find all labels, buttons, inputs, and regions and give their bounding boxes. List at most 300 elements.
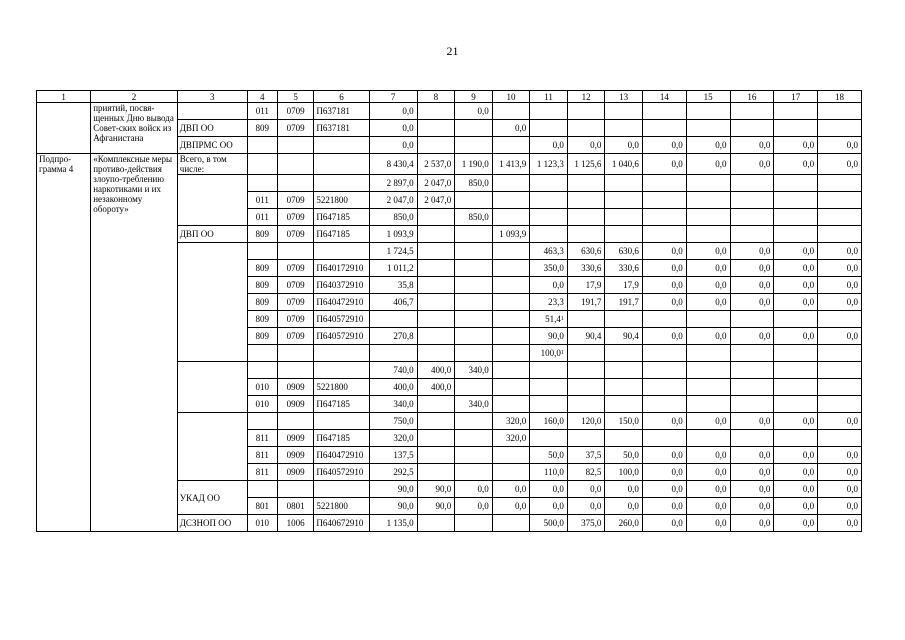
- cell-value: 320,0: [506, 433, 527, 443]
- amount-cell: [567, 396, 605, 413]
- amount-cell: [369, 209, 417, 226]
- amount-cell: [369, 515, 417, 532]
- cell-value: 137,5: [393, 450, 414, 460]
- amount-cell: [530, 175, 568, 192]
- amount-cell: [774, 209, 818, 226]
- amount-cell: [642, 481, 686, 498]
- amount-cell: [818, 120, 862, 137]
- cell-value: 90,0: [397, 501, 414, 511]
- cell-value: 150,0: [618, 416, 639, 426]
- amount-cell: [730, 120, 774, 137]
- amount-cell: [686, 328, 730, 345]
- amount-cell: [417, 345, 455, 362]
- amount-cell: [686, 447, 730, 464]
- amount-cell: [818, 328, 862, 345]
- amount-cell: [530, 294, 568, 311]
- amount-cell: [530, 362, 568, 379]
- cell-value: 0,0: [802, 331, 815, 341]
- cell-value: 0,0: [759, 416, 771, 426]
- cell-value: 0,0: [477, 501, 489, 511]
- amount-cell: [369, 175, 417, 192]
- executor-cell: ДВПРМС ОО: [177, 137, 247, 154]
- amount-cell: [774, 103, 818, 120]
- amount-cell: [730, 243, 774, 260]
- amount-cell: [417, 515, 455, 532]
- amount-cell: [417, 243, 455, 260]
- amount-cell: [605, 137, 643, 154]
- amount-cell: [417, 447, 455, 464]
- cell-value: П647185: [316, 433, 350, 443]
- section-code: [277, 120, 314, 137]
- amount-cell: [686, 345, 730, 362]
- cell-value: 0909: [286, 399, 305, 409]
- amount-cell: [642, 430, 686, 447]
- amount-cell: [492, 311, 530, 328]
- cell-value: 809: [255, 229, 270, 239]
- cell-value: 0,0: [802, 297, 815, 307]
- cell-value: 0,0: [759, 450, 771, 460]
- amount-cell: [567, 175, 605, 192]
- cell-value: 750,0: [393, 416, 414, 426]
- cell-value: 809: [255, 280, 270, 290]
- cell-value: 0,0: [715, 450, 727, 460]
- executor-cell: ДВП ОО: [177, 120, 247, 137]
- cell-value: 0,0: [402, 106, 414, 116]
- cell-value: 0,0: [802, 159, 815, 169]
- section-code: [277, 311, 314, 328]
- cell-value: 406,7: [393, 297, 414, 307]
- cell-value: 0,0: [846, 467, 858, 477]
- amount-cell: [642, 379, 686, 396]
- amount-cell: [642, 226, 686, 243]
- target-article-code: [314, 209, 369, 226]
- amount-cell: [774, 498, 818, 515]
- ministry-code: [247, 209, 277, 226]
- cell-value: 400,0: [430, 382, 452, 392]
- amount-cell: [818, 192, 862, 209]
- amount-cell: [530, 192, 568, 209]
- amount-cell: [455, 226, 493, 243]
- amount-cell: [774, 328, 818, 345]
- cell-value: 0,0: [846, 280, 858, 290]
- column-number: 17: [774, 91, 818, 103]
- cell-value: 811: [255, 450, 269, 460]
- cell-value: 1006: [286, 518, 305, 528]
- cell-value: 463,3: [543, 246, 564, 256]
- cell-value: 500,0: [543, 518, 564, 528]
- amount-cell: [492, 515, 530, 532]
- column-number: 14: [642, 91, 686, 103]
- amount-cell: [530, 345, 568, 362]
- amount-cell: [605, 103, 643, 120]
- amount-cell: [730, 362, 774, 379]
- cell-value: 0,0: [846, 297, 858, 307]
- amount-cell: [369, 260, 417, 277]
- cell-value: 1 093,9: [386, 229, 414, 239]
- amount-cell: [605, 243, 643, 260]
- amount-cell: [730, 277, 774, 294]
- amount-cell: [605, 175, 643, 192]
- amount-cell: [605, 311, 643, 328]
- cell-value: 630,6: [581, 246, 602, 256]
- column-number: 12: [567, 91, 605, 103]
- amount-cell: [642, 362, 686, 379]
- amount-cell: [642, 515, 686, 532]
- amount-cell: [818, 294, 862, 311]
- target-article-code: [314, 362, 369, 379]
- cell-value: 0909: [286, 433, 305, 443]
- ministry-code: [247, 447, 277, 464]
- amount-cell: [567, 464, 605, 481]
- amount-cell: [417, 311, 455, 328]
- amount-cell: [492, 243, 530, 260]
- amount-cell: [567, 362, 605, 379]
- cell-value: 0,0: [846, 159, 858, 169]
- cell-value: 0,0: [715, 416, 727, 426]
- target-article-code: [314, 277, 369, 294]
- amount-cell: [605, 379, 643, 396]
- cell-value: 0,0: [715, 297, 727, 307]
- amount-cell: [818, 154, 862, 175]
- amount-cell: [567, 192, 605, 209]
- ministry-code: [247, 154, 277, 175]
- amount-cell: [686, 413, 730, 430]
- cell-value: 0,0: [846, 331, 858, 341]
- executor-cell: [177, 362, 247, 413]
- amount-cell: [417, 362, 455, 379]
- cell-value: 0,0: [515, 123, 527, 133]
- cell-value: 1 093,9: [499, 229, 527, 239]
- column-number: 10: [492, 91, 530, 103]
- amount-cell: [730, 345, 774, 362]
- amount-cell: [730, 103, 774, 120]
- amount-cell: [369, 154, 417, 175]
- amount-cell: [818, 515, 862, 532]
- cell-value: 160,0: [543, 416, 564, 426]
- amount-cell: [605, 515, 643, 532]
- cell-value: 0,0: [759, 331, 771, 341]
- amount-cell: [605, 328, 643, 345]
- amount-cell: [605, 481, 643, 498]
- target-article-code: [314, 379, 369, 396]
- cell-value: 23,3: [548, 297, 564, 307]
- amount-cell: [530, 413, 568, 430]
- amount-cell: [567, 137, 605, 154]
- cell-value: 35,8: [397, 280, 414, 290]
- amount-cell: [818, 226, 862, 243]
- cell-value: 191,7: [618, 297, 639, 307]
- section-code: [277, 226, 314, 243]
- amount-cell: [492, 277, 530, 294]
- cell-value: 809: [255, 314, 270, 324]
- executor-cell: [177, 103, 247, 120]
- prev-section-col1: [37, 103, 91, 154]
- amount-cell: [642, 120, 686, 137]
- amount-cell: [455, 154, 493, 175]
- cell-value: 50,0: [548, 450, 564, 460]
- section-code: [277, 137, 314, 154]
- amount-cell: [492, 328, 530, 345]
- amount-cell: [774, 362, 818, 379]
- amount-cell: [642, 175, 686, 192]
- ministry-code: [247, 175, 277, 192]
- amount-cell: [417, 379, 455, 396]
- amount-cell: [642, 328, 686, 345]
- cell-value: 0,0: [552, 484, 564, 494]
- amount-cell: [369, 137, 417, 154]
- amount-cell: [686, 379, 730, 396]
- cell-value: 0801: [286, 501, 305, 511]
- subprogram-label: Подпро-грамма 4: [37, 154, 91, 532]
- cell-value: 5221800: [316, 382, 348, 392]
- target-article-code: [314, 515, 369, 532]
- amount-cell: [369, 345, 417, 362]
- footnote-marker: 1: [560, 316, 564, 322]
- target-article-code: [314, 243, 369, 260]
- amount-cell: [455, 464, 493, 481]
- amount-cell: [686, 481, 730, 498]
- cell-value: 0,0: [671, 280, 683, 290]
- ministry-code: [247, 294, 277, 311]
- ministry-code: [247, 328, 277, 345]
- cell-value: 1 724,5: [386, 246, 414, 256]
- amount-cell: [730, 396, 774, 413]
- section-code: [277, 481, 314, 498]
- amount-cell: [818, 362, 862, 379]
- amount-cell: [686, 192, 730, 209]
- column-number: 6: [314, 91, 369, 103]
- amount-cell: [492, 260, 530, 277]
- cell-value: 0,0: [759, 297, 771, 307]
- amount-cell: [567, 226, 605, 243]
- cell-value: 90,0: [435, 484, 452, 494]
- amount-cell: [567, 243, 605, 260]
- cell-value: 0,0: [802, 416, 815, 426]
- amount-cell: [492, 294, 530, 311]
- target-article-code: [314, 464, 369, 481]
- column-number: 7: [369, 91, 417, 103]
- amount-cell: [530, 515, 568, 532]
- amount-cell: [605, 277, 643, 294]
- amount-cell: [417, 498, 455, 515]
- amount-cell: [369, 413, 417, 430]
- amount-cell: [417, 430, 455, 447]
- amount-cell: [730, 447, 774, 464]
- amount-cell: [642, 294, 686, 311]
- cell-value: 0709: [286, 263, 305, 273]
- cell-value: 011: [255, 195, 269, 205]
- amount-cell: [492, 192, 530, 209]
- budget-table: [36, 90, 862, 532]
- cell-value: 2 047,0: [424, 178, 452, 188]
- cell-value: 0,0: [802, 484, 815, 494]
- amount-cell: [567, 413, 605, 430]
- amount-cell: [774, 430, 818, 447]
- cell-value: 0709: [286, 314, 305, 324]
- cell-value: 0709: [286, 229, 305, 239]
- cell-value: 0,0: [515, 484, 527, 494]
- cell-value: 1 413,9: [499, 159, 527, 169]
- cell-value: 0709: [286, 297, 305, 307]
- cell-value: П637181: [316, 123, 350, 133]
- cell-value: 90,4: [623, 331, 639, 341]
- amount-cell: [605, 498, 643, 515]
- amount-cell: [818, 175, 862, 192]
- cell-value: 17,9: [623, 280, 639, 290]
- cell-value: 2 897,0: [386, 178, 414, 188]
- amount-cell: [492, 209, 530, 226]
- amount-cell: [455, 175, 493, 192]
- cell-value: 0,0: [802, 263, 815, 273]
- amount-cell: [455, 430, 493, 447]
- cell-value: 270,8: [393, 331, 414, 341]
- amount-cell: [455, 192, 493, 209]
- amount-cell: [567, 345, 605, 362]
- amount-cell: [369, 120, 417, 137]
- cell-value: 010: [255, 518, 270, 528]
- amount-cell: [492, 396, 530, 413]
- amount-cell: [642, 260, 686, 277]
- amount-cell: [642, 447, 686, 464]
- cell-value: 0,0: [715, 484, 727, 494]
- amount-cell: [530, 120, 568, 137]
- target-article-code: [314, 430, 369, 447]
- amount-cell: [642, 209, 686, 226]
- amount-cell: [369, 498, 417, 515]
- cell-value: 0,0: [552, 501, 564, 511]
- cell-value: 320,0: [393, 433, 414, 443]
- cell-value: П640572910: [316, 331, 364, 341]
- cell-value: 0,0: [552, 280, 564, 290]
- section-code: [277, 430, 314, 447]
- amount-cell: [455, 328, 493, 345]
- cell-value: 2 047,0: [386, 195, 414, 205]
- amount-cell: [567, 277, 605, 294]
- cell-value: 1 135,0: [386, 518, 414, 528]
- amount-cell: [530, 481, 568, 498]
- cell-value: 82,5: [585, 467, 602, 477]
- amount-cell: [417, 120, 455, 137]
- amount-cell: [567, 209, 605, 226]
- amount-cell: [455, 447, 493, 464]
- amount-cell: [417, 192, 455, 209]
- target-article-code: [314, 447, 369, 464]
- amount-cell: [605, 362, 643, 379]
- ministry-code: [247, 379, 277, 396]
- cell-value: 260,0: [618, 518, 639, 528]
- cell-value: 375,0: [581, 518, 602, 528]
- amount-cell: [730, 379, 774, 396]
- cell-value: 0709: [286, 212, 305, 222]
- cell-value: 0,0: [671, 140, 683, 150]
- amount-cell: [686, 277, 730, 294]
- amount-cell: [417, 294, 455, 311]
- cell-value: 0,0: [671, 246, 683, 256]
- target-article-code: [314, 396, 369, 413]
- cell-value: 0,0: [759, 280, 771, 290]
- amount-cell: [530, 260, 568, 277]
- column-number: 9: [455, 91, 493, 103]
- amount-cell: [686, 430, 730, 447]
- cell-value: 0,0: [715, 501, 727, 511]
- amount-cell: [730, 154, 774, 175]
- column-number: 2: [91, 91, 178, 103]
- amount-cell: [369, 481, 417, 498]
- amount-cell: [818, 413, 862, 430]
- cell-value: 0,0: [759, 159, 771, 169]
- target-article-code: [314, 413, 369, 430]
- cell-value: 350,0: [543, 263, 564, 273]
- amount-cell: [417, 175, 455, 192]
- amount-cell: [492, 481, 530, 498]
- executor-cell: [177, 413, 247, 481]
- cell-value: 5221800: [316, 195, 348, 205]
- amount-cell: [369, 103, 417, 120]
- cell-value: 0709: [286, 123, 305, 133]
- amount-cell: [455, 311, 493, 328]
- amount-cell: [818, 481, 862, 498]
- amount-cell: [567, 120, 605, 137]
- cell-value: П640672910: [316, 518, 364, 528]
- cell-value: 0,0: [552, 140, 564, 150]
- target-article-code: [314, 260, 369, 277]
- amount-cell: [818, 379, 862, 396]
- amount-cell: [774, 137, 818, 154]
- amount-cell: [686, 209, 730, 226]
- cell-value: 0,0: [846, 263, 858, 273]
- amount-cell: [455, 243, 493, 260]
- amount-cell: [774, 515, 818, 532]
- subprogram-name: «Комплексные меры противо-действия злоупо-треблению наркотиками и их незаконному обороту»: [91, 154, 178, 532]
- column-number-row: [37, 91, 862, 103]
- amount-cell: [730, 515, 774, 532]
- cell-value: 0,0: [802, 467, 815, 477]
- cell-value: 90,4: [585, 331, 602, 341]
- cell-value: 100,0: [618, 467, 639, 477]
- amount-cell: [642, 345, 686, 362]
- amount-cell: [774, 447, 818, 464]
- amount-cell: [369, 379, 417, 396]
- amount-cell: [605, 154, 643, 175]
- cell-value: 0,0: [715, 518, 727, 528]
- target-article-code: [314, 498, 369, 515]
- amount-cell: [605, 413, 643, 430]
- amount-cell: [730, 464, 774, 481]
- amount-cell: [492, 430, 530, 447]
- amount-cell: [455, 345, 493, 362]
- cell-value: 0,0: [627, 140, 639, 150]
- cell-value: 0,0: [846, 518, 858, 528]
- amount-cell: [567, 103, 605, 120]
- amount-cell: [686, 396, 730, 413]
- amount-cell: [492, 175, 530, 192]
- cell-value: 0,0: [846, 140, 858, 150]
- prev-section-name: приятий, посвя-щенных Дню вывода Совет-ских войск из Афганистана: [91, 103, 178, 154]
- amount-cell: [642, 277, 686, 294]
- cell-value: 0,0: [759, 246, 771, 256]
- amount-cell: [774, 345, 818, 362]
- amount-cell: [642, 396, 686, 413]
- amount-cell: [774, 277, 818, 294]
- executor-cell: ДСЗНОП ОО: [177, 515, 247, 532]
- section-code: [277, 515, 314, 532]
- amount-cell: [369, 430, 417, 447]
- cell-value: 50,0: [623, 450, 639, 460]
- amount-cell: [774, 154, 818, 175]
- amount-cell: [818, 137, 862, 154]
- cell-value: 0,0: [846, 246, 858, 256]
- section-code: [277, 103, 314, 120]
